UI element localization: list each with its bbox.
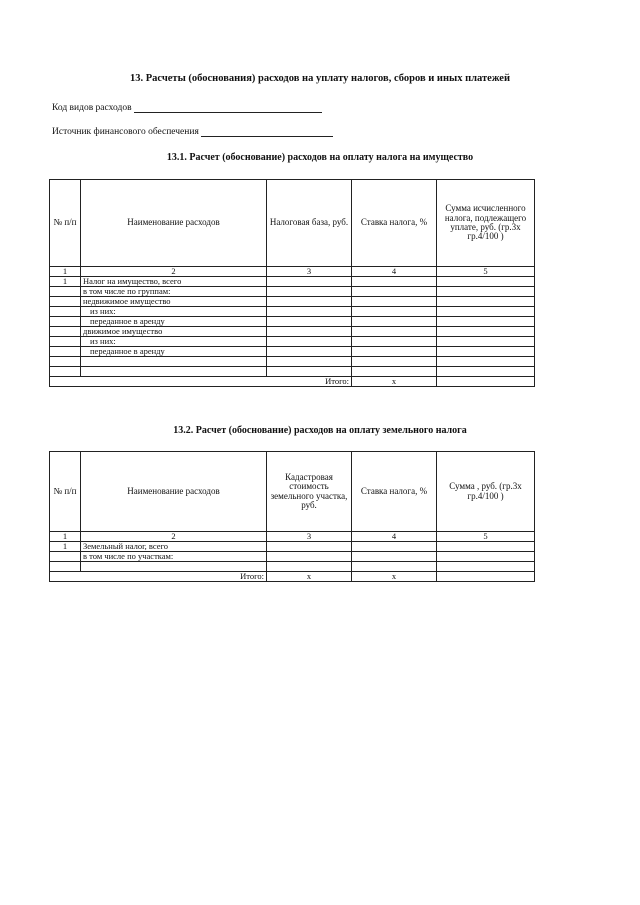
row-number [50,317,81,327]
cell-tax-sum[interactable] [437,317,535,327]
cell-tax-rate[interactable] [352,357,437,367]
row-name: недвижимое имущество [81,297,267,307]
cell-tax-rate[interactable] [352,307,437,317]
row-name: из них: [81,307,267,317]
total-row [50,377,535,387]
cell-tax-rate[interactable] [352,562,437,572]
header-cell: Сумма исчисленного налога, подлежащего уплате, руб. (гр.3х гр.4/100 ) [437,180,535,267]
table-row [50,307,535,317]
row-number [50,357,81,367]
header-cell: Сумма , руб. (гр.3х гр.4/100 ) [437,452,535,532]
row-number [50,552,81,562]
header-cell: № п/п [50,452,81,532]
row-number [50,327,81,337]
funding-source-label: Источник финансового обеспечения [52,127,199,137]
cell-tax-rate[interactable] [352,337,437,347]
table-row [50,287,535,297]
table-row [50,337,535,347]
row-number [50,307,81,317]
cell-tax-rate[interactable] [352,297,437,307]
cell-tax-base[interactable] [267,337,352,347]
column-number: 1 [50,532,81,542]
column-number-row [50,532,535,542]
cell-tax-base[interactable] [267,317,352,327]
header-cell: Наименование расходов [81,180,267,267]
table1-title: 13.1. Расчет (обоснование) расходов на оплату налога на имущество [166,152,474,163]
total-label: Итого: [50,377,352,387]
cell-tax-sum[interactable] [437,277,535,287]
row-name: в том числе по группам: [81,287,267,297]
table-header-row [50,180,535,267]
row-number [50,287,81,297]
table2-title: 13.2. Расчет (обоснование) расходов на оплату земельного налога [173,425,467,436]
total-cadastral-mark: x [267,572,352,582]
property-tax-table [49,179,535,387]
row-number [50,297,81,307]
column-number: 4 [352,532,437,542]
table-row [50,542,535,552]
cell-tax-base[interactable] [267,347,352,357]
row-name: переданное в аренду [81,317,267,327]
table-row [50,562,535,572]
row-number: 1 [50,277,81,287]
row-name [81,357,267,367]
header-cell: Кадастровая стоимость земельного участка, руб. [267,452,352,532]
column-number: 4 [352,267,437,277]
cell-tax-rate[interactable] [352,552,437,562]
cell-cadastral-value[interactable] [267,542,352,552]
cell-cadastral-value[interactable] [267,562,352,572]
column-number-row [50,267,535,277]
cell-tax-sum[interactable] [437,327,535,337]
cell-tax-sum[interactable] [437,297,535,307]
page-title: 13. Расчеты (обоснования) расходов на уплату налогов, сборов и иных платежей [129,73,511,84]
cell-tax-rate[interactable] [352,317,437,327]
table-row [50,347,535,357]
total-label: Итого: [50,572,267,582]
cell-tax-sum[interactable] [437,542,535,552]
table-row [50,357,535,367]
header-cell: Налоговая база, руб. [267,180,352,267]
cell-tax-sum[interactable] [437,562,535,572]
total-rate-mark: x [352,377,437,387]
cell-tax-rate[interactable] [352,277,437,287]
cell-tax-rate[interactable] [352,327,437,337]
total-rate-mark: x [352,572,437,582]
cell-tax-rate[interactable] [352,542,437,552]
land-tax-table [49,451,535,582]
row-number [50,367,81,377]
cell-tax-sum[interactable] [437,307,535,317]
header-cell: Наименование расходов [81,452,267,532]
table-row [50,317,535,327]
total-row [50,572,535,582]
cell-tax-base[interactable] [267,357,352,367]
cell-tax-sum[interactable] [437,367,535,377]
cell-tax-base[interactable] [267,277,352,287]
column-number: 1 [50,267,81,277]
cell-tax-base[interactable] [267,297,352,307]
cell-tax-base[interactable] [267,367,352,377]
row-name: Земельный налог, всего [81,542,267,552]
cell-tax-sum[interactable] [437,347,535,357]
column-number: 3 [267,267,352,277]
funding-source-blank[interactable] [201,127,333,137]
cell-tax-rate[interactable] [352,367,437,377]
table-row [50,367,535,377]
row-name: движимое имущество [81,327,267,337]
row-name: из них: [81,337,267,347]
cell-tax-rate[interactable] [352,287,437,297]
header-cell: № п/п [50,180,81,267]
column-number: 2 [81,532,267,542]
column-number: 5 [437,532,535,542]
column-number: 2 [81,267,267,277]
cell-tax-base[interactable] [267,287,352,297]
table-row [50,277,535,287]
row-name [81,367,267,377]
cell-tax-sum[interactable] [437,552,535,562]
row-number: 1 [50,542,81,552]
table-row [50,552,535,562]
cell-tax-base[interactable] [267,327,352,337]
cell-tax-rate[interactable] [352,347,437,357]
row-name: переданное в аренду [81,347,267,357]
column-number: 5 [437,267,535,277]
row-name [81,562,267,572]
row-number [50,562,81,572]
expense-code-blank[interactable] [134,103,322,113]
header-cell: Ставка налога, % [352,452,437,532]
cell-tax-sum[interactable] [437,337,535,347]
cell-tax-sum[interactable] [437,287,535,297]
row-number [50,347,81,357]
row-name: в том числе по участкам: [81,552,267,562]
expense-code-field [52,103,322,113]
cell-tax-base[interactable] [267,307,352,317]
column-number: 3 [267,532,352,542]
row-name: Налог на имущество, всего [81,277,267,287]
table-header-row [50,452,535,532]
funding-source-field [52,127,333,137]
cell-tax-sum[interactable] [437,357,535,367]
table-row [50,327,535,337]
total-sum-cell[interactable] [437,572,535,582]
table-row [50,297,535,307]
header-cell: Ставка налога, % [352,180,437,267]
row-number [50,337,81,347]
expense-code-label: Код видов расходов [52,103,132,113]
cell-cadastral-value[interactable] [267,552,352,562]
total-sum-cell[interactable] [437,377,535,387]
